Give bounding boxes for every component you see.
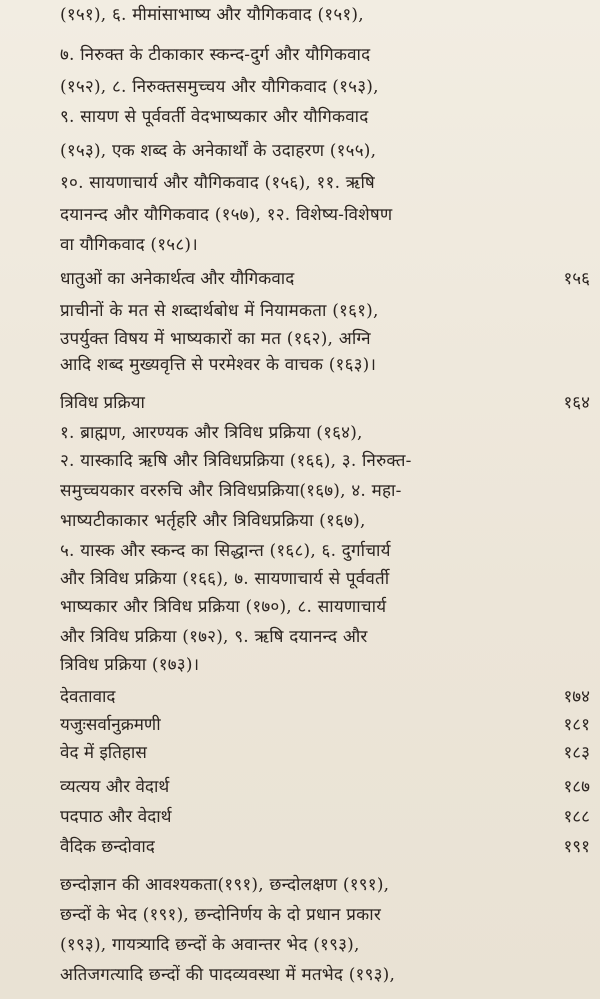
toc-entry [60, 834, 590, 860]
entry-title: वेद में इतिहास [60, 743, 147, 763]
toc-entry [60, 804, 590, 830]
toc-entry [60, 684, 590, 710]
entry-page-number: १८१ [563, 715, 590, 735]
text-line: उपर्युक्त विषय में भाष्यकारों का मत (१६२), अग्नि [60, 329, 371, 349]
toc-entry [60, 712, 590, 738]
entry-title: देवतावाद [60, 687, 116, 707]
text-line: आदि शब्द मुख्यवृत्ति से परमेश्वर के वाचक (१६३)। [60, 355, 377, 375]
text-line: ५. यास्क और स्कन्द का सिद्धान्त (१६८), ६. दुर्गाचार्य [60, 541, 391, 561]
text-line: (१५१), ६. मीमांसाभाष्य और यौगिकवाद (१५१), [60, 5, 364, 25]
entry-title: धातुओं का अनेकार्थत्व और यौगिकवाद [60, 269, 295, 289]
text-line: और त्रिविध प्रक्रिया (१६६), ७. सायणाचार्य से पूर्ववर्ती [60, 569, 390, 589]
text-line: ७. निरुक्त के टीकाकार स्कन्द-दुर्ग और यौगिकवाद [60, 45, 371, 65]
entry-page-number: १८८ [563, 807, 590, 827]
text-line: प्राचीनों के मत से शब्दार्थबोध में नियामकता (१६१), [60, 301, 379, 321]
entry-title: त्रिविध प्रक्रिया [60, 393, 145, 413]
text-line: भाष्यकार और त्रिविध प्रक्रिया (१७०), ८. सायणाचार्य [60, 597, 387, 617]
text-line: ९. सायण से पूर्ववर्ती वेदभाष्यकार और यौगिकवाद [60, 107, 369, 127]
entry-page-number: १८३ [563, 743, 590, 763]
text-line: छन्दों के भेद (१९१), छन्दोनिर्णय के दो प्रधान प्रकार [60, 905, 381, 925]
text-line: त्रिविध प्रक्रिया (१७३)। [60, 655, 200, 675]
text-line: और त्रिविध प्रक्रिया (१७२), ९. ऋषि दयानन्द और [60, 627, 368, 647]
entry-title: यजुःसर्वानुक्रमणी [60, 715, 161, 735]
text-line: (१९३), गायत्र्यादि छन्दों के अवान्तर भेद (१९३), [60, 935, 360, 955]
toc-entry [60, 740, 590, 766]
entry-page-number: १६४ [563, 393, 590, 413]
text-line: समुच्चयकार वररुचि और त्रिविधप्रक्रिया(१६७), ४. महा- [60, 481, 402, 501]
entry-title: व्यत्यय और वेदार्थ [60, 777, 170, 797]
toc-entry [60, 390, 590, 416]
entry-title: पदपाठ और वेदार्थ [60, 807, 172, 827]
entry-title: वैदिक छन्दोवाद [60, 837, 155, 857]
text-line: भाष्यटीकाकार भर्तृहरि और त्रिविधप्रक्रिया (१६७), [60, 511, 366, 531]
entry-page-number: १५६ [563, 269, 590, 289]
text-line: छन्दोज्ञान की आवश्यकता(१९१), छन्दोलक्षण (१९१), [60, 875, 390, 895]
entry-page-number: १८७ [563, 777, 590, 797]
toc-entry [60, 774, 590, 800]
text-line: दयानन्द और यौगिकवाद (१५७), १२. विशेष्य-विशेषण [60, 205, 393, 225]
text-line: १. ब्राह्मण, आरण्यक और त्रिविध प्रक्रिया (१६४), [60, 423, 363, 443]
text-line: (१५३), एक शब्द के अनेकार्थों के उदाहरण (१५५), [60, 141, 377, 161]
text-line: वा यौगिकवाद (१५८)। [60, 235, 198, 255]
toc-entry [60, 266, 590, 292]
entry-page-number: १७४ [563, 687, 590, 707]
entry-page-number: १९१ [563, 837, 590, 857]
text-line: (१५२), ८. निरुक्तसमुच्चय और यौगिकवाद (१५३), [60, 77, 379, 97]
text-line: २. यास्कादि ऋषि और त्रिविधप्रक्रिया (१६६), ३. निरुक्त- [60, 451, 412, 471]
text-line: अतिजगत्यादि छन्दों की पादव्यवस्था में मतभेद (१९३), [60, 965, 396, 985]
text-line: १०. सायणाचार्य और यौगिकवाद (१५६), ११. ऋषि [60, 173, 375, 193]
